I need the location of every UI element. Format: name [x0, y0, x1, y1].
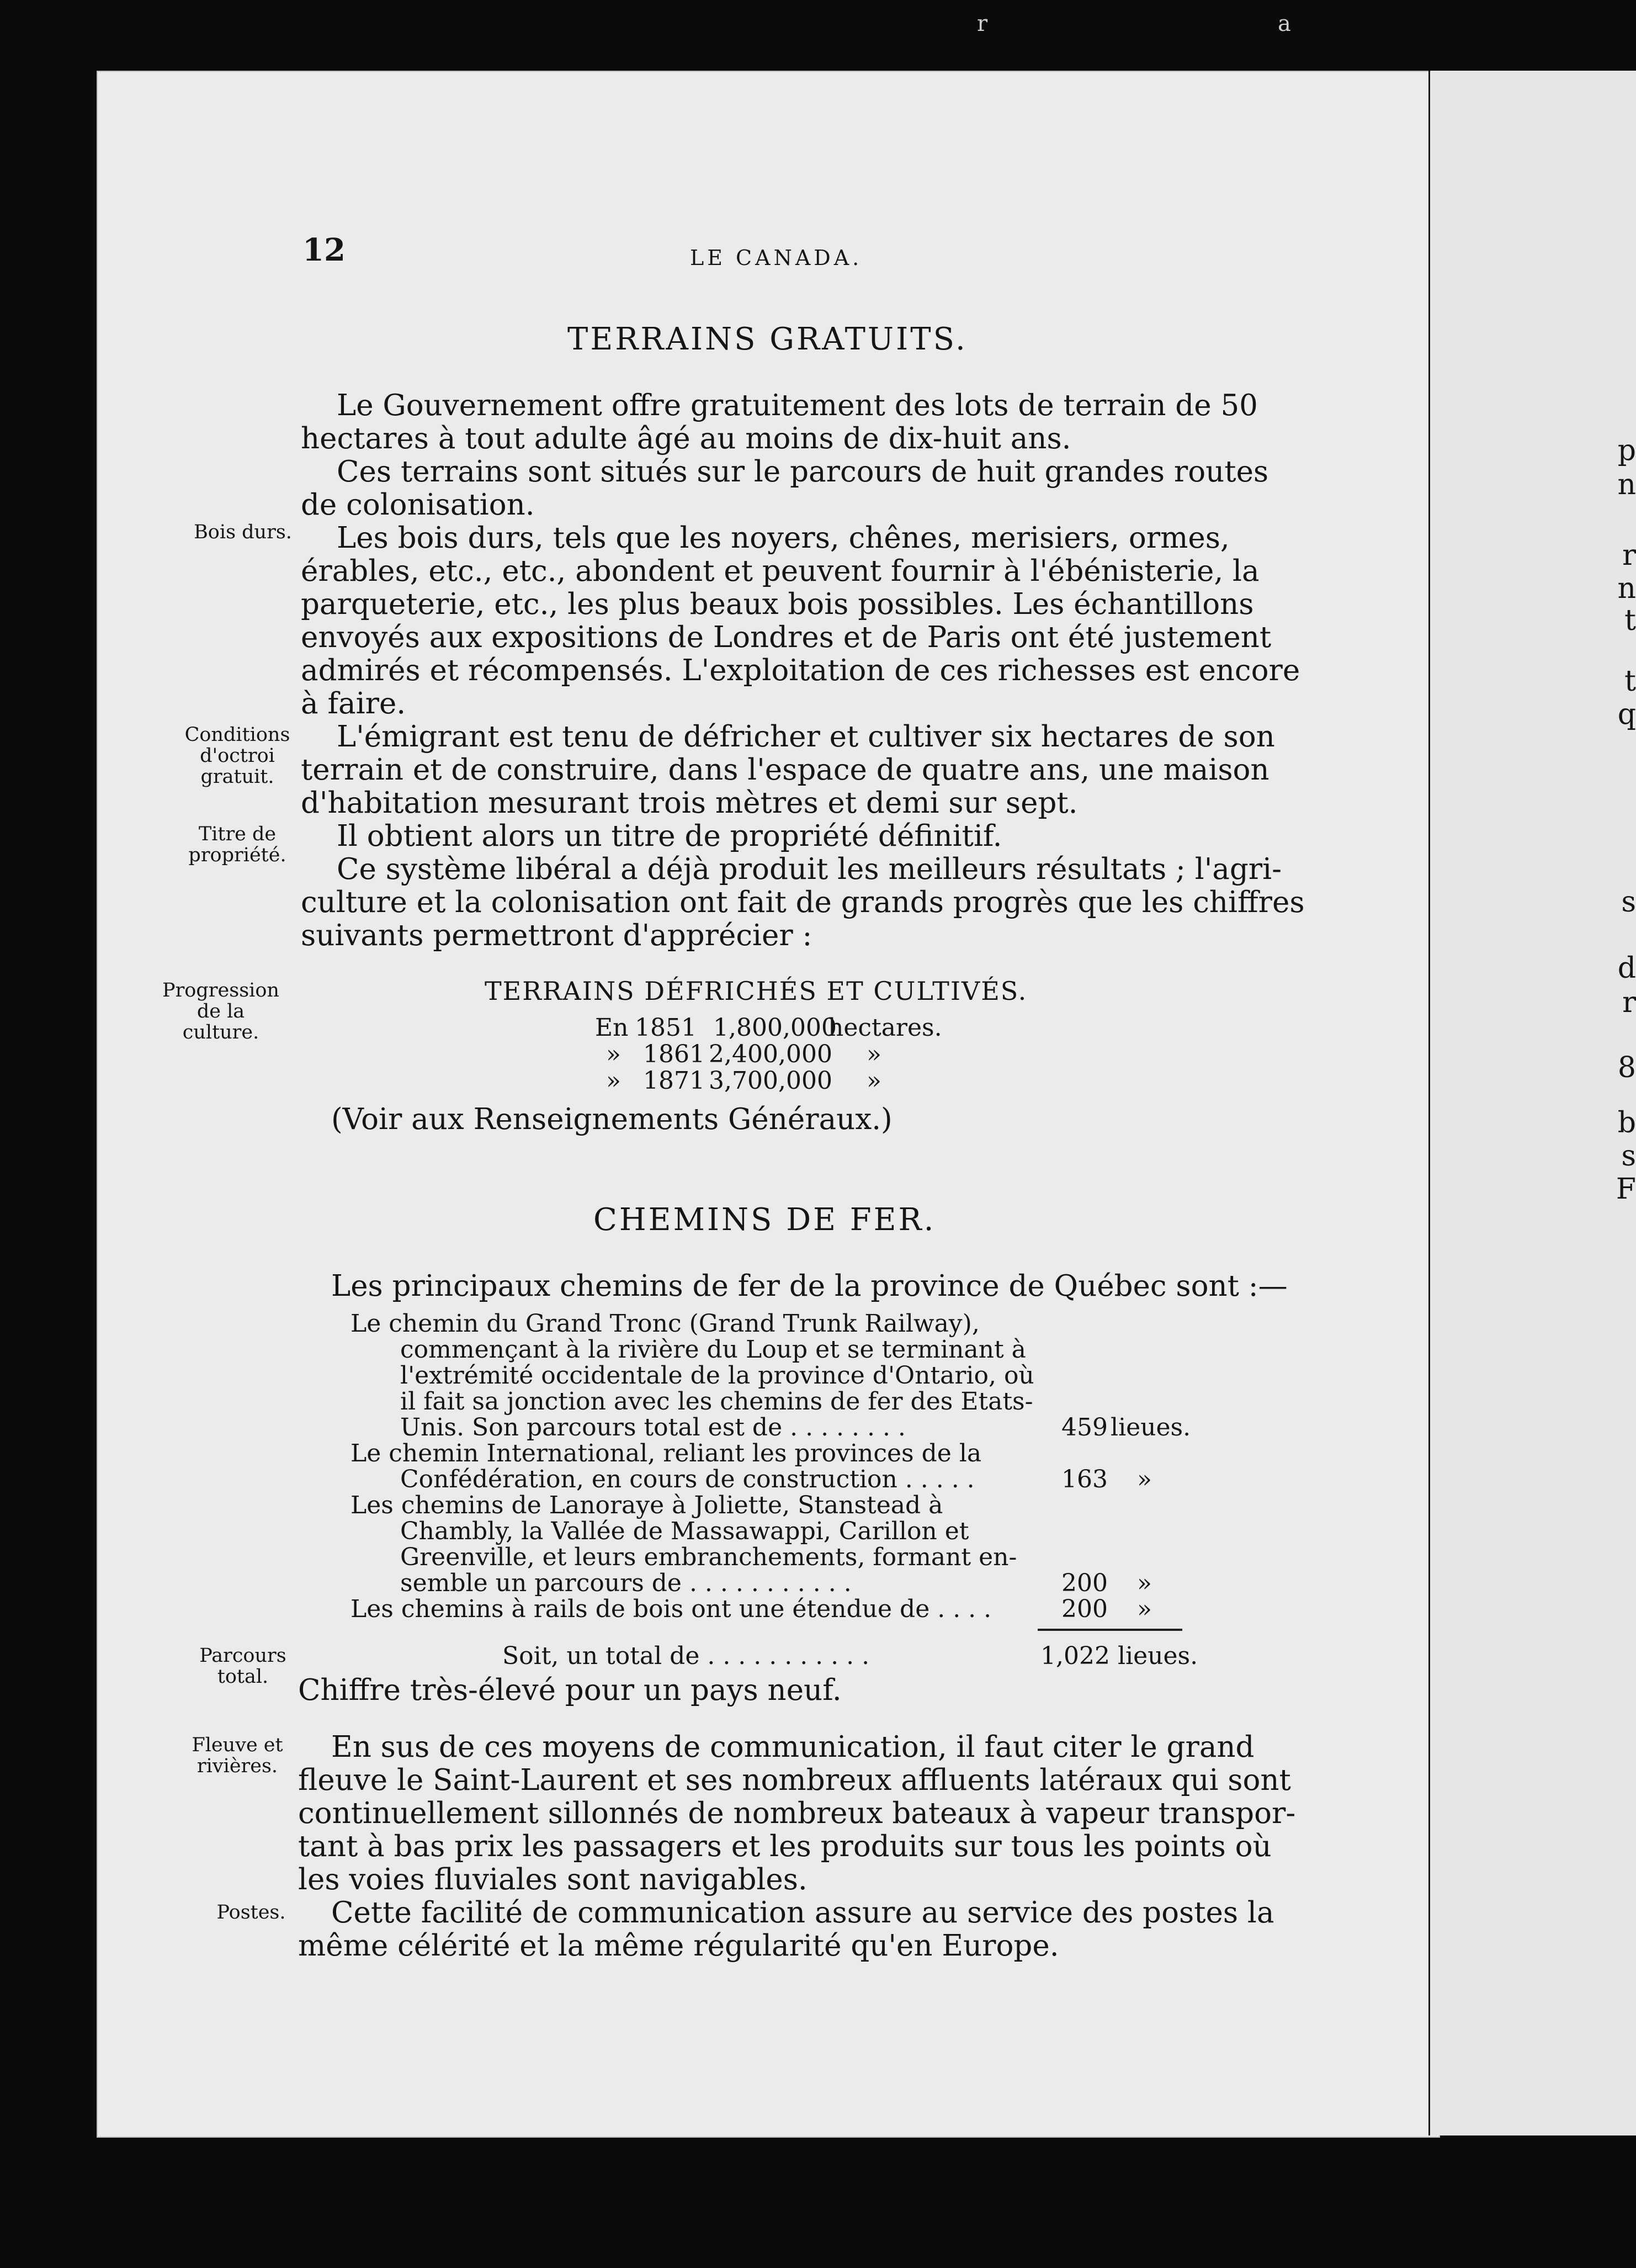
facing-fragment: n — [1617, 468, 1636, 501]
facing-fragment: F — [1616, 1173, 1636, 1206]
text-line: L'émigrant est tenu de défricher et cultiver six hectares de son — [337, 720, 1275, 754]
text-line: fleuve le Saint-Laurent et ses nombreux affluents latéraux qui sont — [298, 1763, 1291, 1797]
text-line: (Voir aux Renseignements Généraux.) — [331, 1103, 893, 1136]
text-line: suivants permettront d'apprécier : — [301, 919, 812, 952]
text-line: continuellement sillonnés de nombreux bateaux à vapeur transpor- — [298, 1797, 1296, 1830]
text-line: parqueterie, etc., les plus beaux bois possibles. Les échantillons — [301, 587, 1254, 621]
rail-line: Unis. Son parcours total est de . . . . . . . . — [400, 1413, 906, 1442]
section-heading: CHEMINS DE FER. — [593, 1202, 936, 1238]
text-line: même célérité et la même régularité qu'en Europe. — [298, 1929, 1059, 1963]
rail-unit: » — [1137, 1465, 1152, 1493]
facing-fragment: d — [1617, 952, 1636, 985]
facing-fragment: 8 — [1617, 1051, 1636, 1084]
facing-fragment: r — [1622, 986, 1636, 1019]
rail-value: 200 — [1061, 1569, 1108, 1597]
margin-note: Fleuve et — [192, 1734, 283, 1756]
text-line: d'habitation mesurant trois mètres et demi sur sept. — [301, 786, 1078, 820]
rail-unit: » — [1137, 1569, 1152, 1597]
rail-line: Les chemins à rails de bois ont une étendue de . . . . — [350, 1595, 992, 1623]
margin-note: propriété. — [188, 844, 286, 866]
facing-fragment: p — [1617, 434, 1636, 467]
rail-line: l'extrémité occidentale de la province d'Ontario, où — [400, 1361, 1034, 1390]
text-line: Chiffre très-élevé pour un pays neuf. — [298, 1673, 842, 1707]
text-line: Ce système libéral a déjà produit les meilleurs résultats ; l'agri- — [337, 852, 1282, 886]
margin-note: Bois durs. — [194, 521, 292, 543]
text-line: culture et la colonisation ont fait de grands progrès que les chiffres — [301, 886, 1305, 919]
table-cell: » — [606, 1040, 621, 1068]
corner-mark: r — [977, 11, 988, 36]
rail-value: 163 — [1061, 1465, 1108, 1493]
rail-unit: » — [1137, 1595, 1152, 1623]
text-line: Le Gouvernement offre gratuitement des lots de terrain de 50 — [337, 389, 1258, 422]
rail-line: il fait sa jonction avec les chemins de fer des Etats- — [400, 1387, 1033, 1416]
table-cell: » — [867, 1040, 881, 1068]
table-cell: En — [595, 1014, 629, 1042]
table-cell: hectares. — [828, 1014, 942, 1042]
rail-line: Les chemins de Lanoraye à Joliette, Stanstead à — [350, 1491, 943, 1519]
table-cell: 2,400,000 — [709, 1040, 832, 1068]
text-line: les voies fluviales sont navigables. — [298, 1863, 808, 1896]
table-cell: » — [606, 1067, 621, 1095]
facing-fragment: n — [1617, 572, 1636, 605]
facing-fragment: t — [1624, 665, 1636, 698]
margin-note: Progression — [162, 979, 279, 1001]
rail-value: 200 — [1061, 1595, 1108, 1623]
table-cell: 1851 — [635, 1014, 697, 1042]
rail-line: Le chemin du Grand Tronc (Grand Trunk Railway), — [350, 1310, 980, 1338]
rail-line: Greenville, et leurs embranchements, formant en- — [400, 1543, 1017, 1571]
corner-mark: a — [1278, 11, 1291, 36]
text-line: Les bois durs, tels que les noyers, chênes, merisiers, ormes, — [337, 521, 1230, 555]
table-cell: 1871 — [643, 1067, 705, 1095]
margin-note: rivières. — [196, 1755, 278, 1777]
section-heading: TERRAINS GRATUITS. — [567, 321, 968, 357]
rail-value: 459 — [1061, 1413, 1108, 1442]
text-line: Les principaux chemins de fer de la province de Québec sont :— — [331, 1269, 1288, 1303]
text-line: Cette facilité de communication assure au service des postes la — [331, 1896, 1274, 1930]
rail-unit: lieues. — [1111, 1413, 1191, 1442]
table-cell: 1,800,000 — [713, 1014, 837, 1042]
margin-note: Parcours — [199, 1645, 286, 1667]
total-line: Soit, un total de . . . . . . . . . . . — [502, 1642, 870, 1670]
facing-fragment: r — [1622, 539, 1636, 572]
text-line: de colonisation. — [301, 488, 535, 522]
margin-note: de la culture. — [182, 1000, 259, 1043]
rail-line: Confédération, en cours de construction . . . . . — [400, 1465, 975, 1493]
rail-line: Chambly, la Vallée de Massawappi, Carillon et — [400, 1517, 969, 1545]
table-title: TERRAINS DÉFRICHÉS ET CULTIVÉS. — [485, 976, 1028, 1006]
text-line: hectares à tout adulte âgé au moins de dix-huit ans. — [301, 422, 1071, 455]
margin-note: Titre de — [198, 823, 277, 845]
facing-fragment: s — [1621, 886, 1636, 919]
margin-note: d'octroi — [200, 745, 275, 767]
text-line: Ces terrains sont situés sur le parcours de huit grandes routes — [337, 455, 1269, 489]
facing-fragment: t — [1624, 604, 1636, 637]
margin-note: Postes. — [216, 1901, 286, 1923]
rail-line: Le chemin International, reliant les provinces de la — [350, 1439, 982, 1467]
facing-fragment: s — [1621, 1140, 1636, 1173]
rail-line: semble un parcours de . . . . . . . . . . . — [400, 1569, 852, 1597]
running-title: LE CANADA. — [690, 246, 863, 270]
text-line: érables, etc., etc., abondent et peuvent fournir à l'ébénisterie, la — [301, 554, 1260, 588]
margin-note: gratuit. — [200, 766, 274, 788]
text-line: tant à bas prix les passagers et les produits sur tous les points où — [298, 1830, 1272, 1863]
text-line: En sus de ces moyens de communication, il faut citer le grand — [331, 1730, 1255, 1764]
margin-note: total. — [217, 1666, 269, 1688]
text-line: admirés et récompensés. L'exploitation de ces richesses est encore — [301, 654, 1300, 687]
facing-fragment: q — [1617, 698, 1636, 731]
text-line: envoyés aux expositions de Londres et de Paris ont été justement — [301, 621, 1272, 654]
table-cell: » — [867, 1067, 881, 1095]
text-line: à faire. — [301, 687, 406, 720]
facing-fragment: b — [1617, 1106, 1636, 1140]
page-number: 12 — [302, 232, 346, 268]
facing-page-strip — [1431, 71, 1636, 2135]
table-cell: 1861 — [643, 1040, 705, 1068]
total-rule — [1038, 1629, 1182, 1631]
page-fold — [1428, 71, 1430, 2135]
table-cell: 3,700,000 — [709, 1067, 832, 1095]
margin-note: Conditions — [184, 724, 290, 746]
total-value: 1,022 lieues. — [1040, 1642, 1198, 1670]
text-line: terrain et de construire, dans l'espace de quatre ans, une maison — [301, 753, 1270, 787]
rail-line: commençant à la rivière du Loup et se terminant à — [400, 1336, 1026, 1364]
text-line: Il obtient alors un titre de propriété définitif. — [337, 819, 1002, 853]
